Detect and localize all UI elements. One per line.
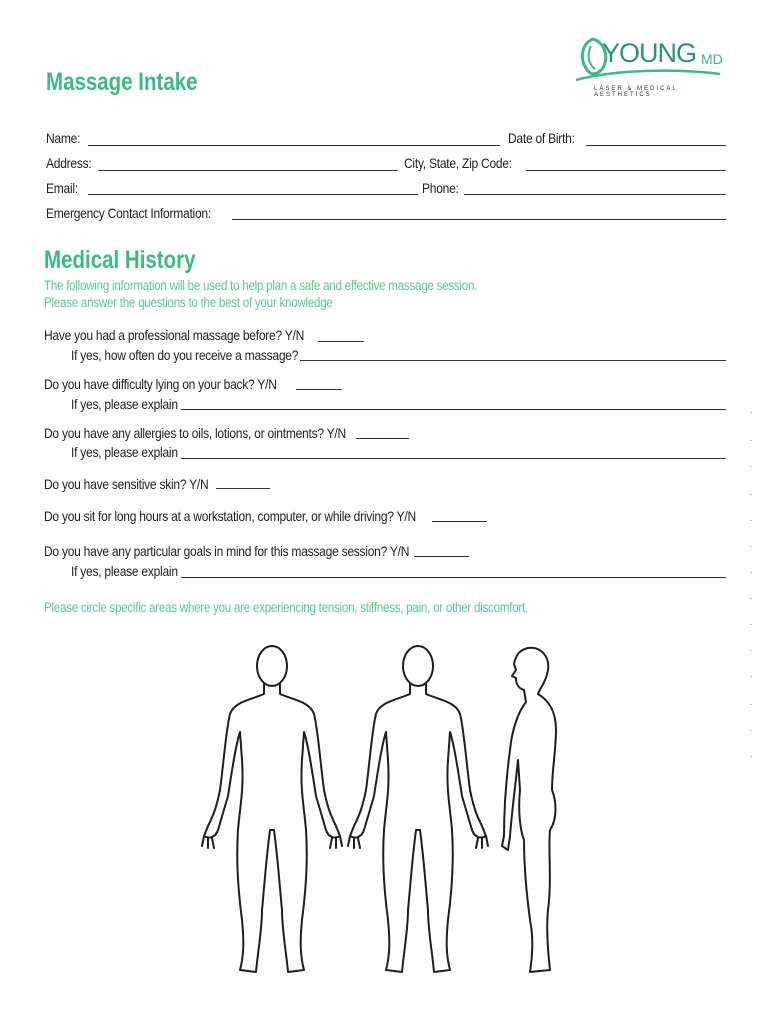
question-3-followup-answer[interactable] <box>181 458 726 459</box>
phone-label: Phone: <box>422 180 459 196</box>
edge-mark <box>750 756 752 757</box>
question-1-followup: If yes, how often do you receive a massage? <box>71 347 299 363</box>
body-front-view[interactable] <box>202 646 342 972</box>
question-3: Do you have any allergies to oils, lotions, or ointments? Y/N <box>44 425 346 441</box>
question-5-answer[interactable] <box>432 521 487 522</box>
edge-mark <box>750 730 752 731</box>
intro-text-2: Please answer the questions to the best of your knowledge <box>44 295 333 310</box>
question-3-followup: If yes, please explain <box>71 444 178 460</box>
question-6-followup-answer[interactable] <box>181 577 726 578</box>
logo-suffix: MD <box>701 51 723 67</box>
edge-mark <box>750 494 752 495</box>
edge-mark <box>750 624 752 625</box>
address-label: Address: <box>46 155 92 171</box>
emergency-field[interactable] <box>232 219 726 220</box>
city-label: City, State, Zip Code: <box>404 155 512 171</box>
question-6-followup: If yes, please explain <box>71 563 178 579</box>
edge-mark <box>750 412 752 413</box>
phone-field[interactable] <box>464 194 726 195</box>
question-5: Do you sit for long hours at a workstation, computer, or while driving? Y/N <box>44 508 416 524</box>
dob-field[interactable] <box>586 145 726 146</box>
body-side-view[interactable] <box>502 648 556 972</box>
question-1: Have you had a professional massage before? Y/N <box>44 327 305 343</box>
circle-instruction: Please circle specific areas where you are experiencing tension, stiffness, pain, or other discomfort. <box>44 600 528 615</box>
question-2-followup: If yes, please explain <box>71 396 178 412</box>
question-4-answer[interactable] <box>216 488 270 489</box>
edge-mark <box>750 520 752 521</box>
question-2: Do you have difficulty lying on your back? Y/N <box>44 376 277 392</box>
question-2-followup-answer[interactable] <box>181 409 726 410</box>
name-label: Name: <box>46 130 81 146</box>
question-1-answer[interactable] <box>318 341 364 342</box>
question-1-followup-answer[interactable] <box>300 360 726 361</box>
section-title-medical-history: Medical History <box>44 246 196 274</box>
name-field[interactable] <box>88 145 500 146</box>
intro-text-1: The following information will be used to help plan a safe and effective massage session. <box>44 278 478 293</box>
city-field[interactable] <box>526 170 726 171</box>
edge-mark <box>750 440 752 441</box>
question-3-answer[interactable] <box>356 438 409 439</box>
email-label: Email: <box>46 180 78 196</box>
address-field[interactable] <box>98 170 398 171</box>
edge-mark <box>750 598 752 599</box>
edge-mark <box>750 546 752 547</box>
dob-label: Date of Birth: <box>508 130 575 146</box>
edge-mark <box>750 466 752 467</box>
question-6: Do you have any particular goals in mind for this massage session? Y/N <box>44 543 410 559</box>
question-6-answer[interactable] <box>414 556 469 557</box>
body-back-view[interactable] <box>348 646 488 972</box>
logo-word: YOUNG <box>602 38 697 68</box>
question-2-answer[interactable] <box>296 389 342 390</box>
logo-tagline: LASER & MEDICAL AESTHETICS <box>594 86 678 98</box>
edge-mark <box>750 572 752 573</box>
edge-mark <box>750 676 752 677</box>
body-diagram[interactable] <box>190 640 570 980</box>
edge-mark <box>750 704 752 705</box>
edge-mark <box>750 650 752 651</box>
page-title: Massage Intake <box>46 68 198 96</box>
email-field[interactable] <box>88 194 418 195</box>
emergency-label: Emergency Contact Information: <box>46 205 211 221</box>
question-4: Do you have sensitive skin? Y/N <box>44 476 209 492</box>
logo-swoosh <box>574 68 724 82</box>
logo <box>574 34 734 98</box>
